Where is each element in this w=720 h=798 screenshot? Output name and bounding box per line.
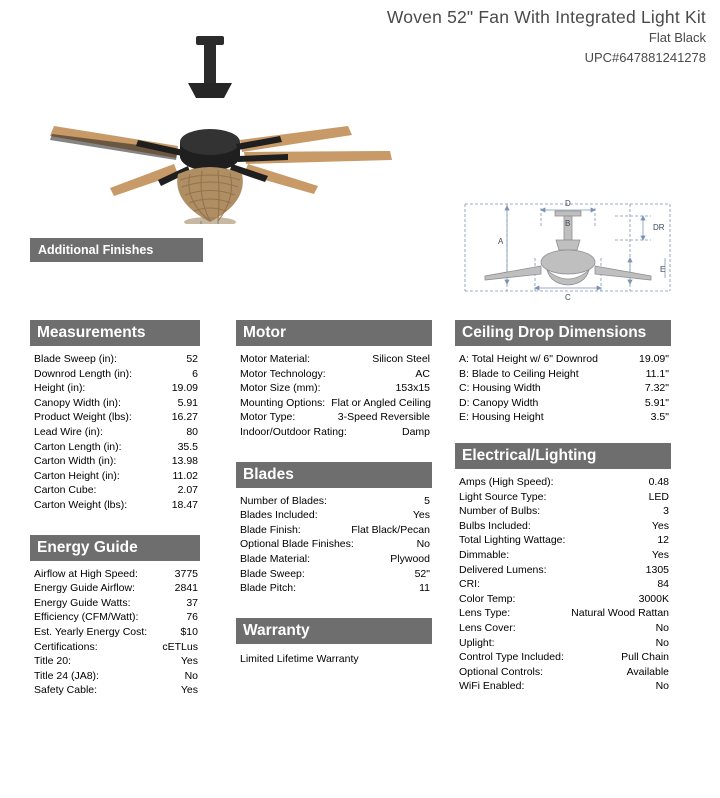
diagram-label-dr: DR: [653, 223, 665, 232]
row-value: 19.09": [638, 353, 669, 365]
row-label: D: Canopy Width: [459, 396, 539, 409]
row-value: No: [655, 680, 669, 693]
row-label: Title 24 (JA8):: [34, 669, 99, 682]
section-electrical: [455, 443, 671, 694]
row-label: Lead Wire (in):: [34, 425, 103, 438]
row-value: 19.09: [171, 382, 198, 395]
table-row: [459, 367, 669, 382]
row-value: 16.27: [171, 411, 198, 424]
table-row: [34, 454, 198, 469]
row-value: AC: [415, 367, 430, 380]
row-label: B: Blade to Ceiling Height: [459, 367, 579, 380]
row-label: Blades Included:: [240, 509, 318, 522]
row-label: Color Temp:: [459, 592, 516, 605]
row-label: Amps (High Speed):: [459, 475, 554, 488]
blades-heading: Blades: [236, 462, 432, 488]
row-value: LED: [648, 490, 669, 503]
table-row: [240, 425, 430, 440]
row-label: Mounting Options:: [240, 396, 326, 409]
row-label: CRI:: [459, 578, 480, 591]
row-value: 3.5": [650, 411, 669, 424]
row-value: No: [416, 538, 430, 551]
row-value: Silicon Steel: [372, 353, 430, 365]
row-value: Damp: [401, 425, 430, 438]
row-value: 5: [424, 494, 430, 507]
table-row: [459, 650, 669, 665]
table-row: [459, 606, 669, 621]
table-row: [34, 683, 198, 698]
row-value: Plywood: [390, 552, 430, 565]
table-row: [34, 381, 198, 396]
table-row: [459, 679, 669, 694]
table-row: [459, 577, 669, 592]
row-value: cETLus: [162, 640, 198, 653]
table-row: [34, 396, 198, 411]
table-row: [34, 567, 198, 582]
table-row: [34, 625, 198, 640]
row-label: Number of Bulbs:: [459, 505, 541, 518]
row-value: 3775: [174, 567, 198, 580]
row-label: Carton Height (in):: [34, 469, 120, 482]
row-value: 13.98: [171, 455, 198, 468]
row-value: 11: [419, 582, 430, 595]
row-value: 84: [657, 578, 669, 591]
table-row: [459, 665, 669, 680]
row-label: Bulbs Included:: [459, 519, 531, 532]
diagram-label-d: D: [565, 199, 571, 208]
row-value: 18.47: [171, 498, 198, 511]
row-value: 7.32": [644, 382, 669, 395]
row-value: Flat or Angled Ceiling: [331, 396, 432, 409]
table-row: [459, 563, 669, 578]
table-row: [34, 640, 198, 655]
row-label: Number of Blades:: [240, 494, 327, 507]
row-label: Delivered Lumens:: [459, 563, 547, 576]
table-row: [240, 581, 430, 596]
row-value: Flat Black/Pecan: [351, 523, 430, 536]
diagram-label-b: B: [565, 219, 571, 228]
row-label: Lens Cover:: [459, 621, 516, 634]
row-label: WiFi Enabled:: [459, 680, 525, 693]
row-value: 52": [414, 567, 430, 580]
table-row: [240, 352, 430, 367]
row-value: 6: [192, 367, 198, 380]
row-label: Energy Guide Airflow:: [34, 582, 135, 595]
row-label: C: Housing Width: [459, 382, 541, 395]
motor-heading: Motor: [236, 320, 432, 346]
table-row: [240, 381, 430, 396]
product-image: [18, 34, 418, 224]
row-label: Indoor/Outdoor Rating:: [240, 425, 347, 438]
row-value: 11.1": [645, 367, 669, 380]
table-row: [34, 669, 198, 684]
row-value: 2841: [174, 582, 198, 595]
warranty-text: Limited Lifetime Warranty: [240, 652, 359, 665]
row-label: Safety Cable:: [34, 684, 98, 697]
row-label: E: Housing Height: [459, 411, 544, 424]
table-row: [459, 352, 669, 367]
row-value: 80: [186, 425, 198, 438]
table-row: [34, 440, 198, 455]
row-value: 76: [186, 611, 198, 624]
row-value: No: [655, 636, 669, 649]
row-value: Pull Chain: [621, 651, 669, 664]
column-left: [30, 320, 200, 698]
section-ceiling-drop: [455, 320, 671, 425]
row-label: Height (in):: [34, 382, 86, 395]
table-row: [34, 654, 198, 669]
section-energy-guide: [30, 535, 200, 698]
row-value: 0.48: [648, 475, 669, 488]
row-value: 5.91": [644, 396, 669, 409]
row-label: Motor Size (mm):: [240, 382, 321, 395]
row-value: 3000K: [638, 592, 669, 605]
column-right: [455, 320, 671, 694]
row-label: Optional Controls:: [459, 665, 544, 678]
row-value: $10: [180, 625, 198, 638]
row-label: Motor Type:: [240, 411, 296, 424]
table-row: [240, 508, 430, 523]
row-label: Title 20:: [34, 655, 71, 668]
measurements-body: [30, 346, 200, 513]
row-label: Carton Cube:: [34, 484, 97, 497]
row-value: Yes: [412, 509, 430, 522]
row-label: Est. Yearly Energy Cost:: [34, 625, 148, 638]
row-value: 2.07: [177, 484, 198, 497]
table-row: [240, 537, 430, 552]
row-value: No: [655, 621, 669, 634]
row-value: 35.5: [177, 440, 198, 453]
table-row: [34, 596, 198, 611]
section-warranty: [236, 618, 432, 667]
additional-finishes-bar: Additional Finishes: [30, 238, 203, 262]
row-label: Blade Sweep:: [240, 567, 305, 580]
row-label: Lens Type:: [459, 607, 511, 620]
row-label: Motor Material:: [240, 353, 311, 365]
table-row: [34, 483, 198, 498]
table-row: [459, 475, 669, 490]
table-row: [240, 410, 430, 425]
row-value: 3: [663, 505, 669, 518]
row-value: 3-Speed Reversible: [337, 411, 430, 424]
table-row: [240, 367, 430, 382]
table-row: [459, 396, 669, 411]
diagram-label-e: E: [660, 265, 666, 274]
table-row: [34, 581, 198, 596]
row-value: Yes: [180, 655, 198, 668]
row-label: Canopy Width (in):: [34, 396, 121, 409]
page-title: Woven 52" Fan With Integrated Light Kit: [386, 7, 706, 27]
row-label: Carton Length (in):: [34, 440, 122, 453]
row-value: Yes: [180, 684, 198, 697]
row-label: Carton Width (in):: [34, 455, 117, 468]
row-label: A: Total Height w/ 6" Downrod: [459, 353, 598, 365]
section-motor: [236, 320, 432, 440]
row-label: Certifications:: [34, 640, 98, 653]
table-row: [240, 396, 430, 411]
product-upc: UPC#647881241278: [584, 50, 706, 65]
row-value: Natural Wood Rattan: [571, 607, 669, 620]
row-label: Light Source Type:: [459, 490, 547, 503]
ceiling-drop-body: [455, 346, 671, 425]
table-row: [459, 533, 669, 548]
table-row: [240, 567, 430, 582]
table-row: [240, 552, 430, 567]
row-label: Airflow at High Speed:: [34, 567, 138, 580]
table-row: [459, 636, 669, 651]
table-row: [34, 410, 198, 425]
row-label: Motor Technology:: [240, 367, 326, 380]
table-row: [34, 352, 198, 367]
table-row: [240, 523, 430, 538]
table-row: [34, 425, 198, 440]
row-value: 11.02: [172, 469, 198, 482]
row-value: 52: [186, 353, 198, 365]
table-row: [34, 610, 198, 625]
table-row: [459, 592, 669, 607]
ceiling-drop-diagram: [455, 196, 680, 311]
diagram-label-a: A: [498, 237, 504, 246]
table-row: [34, 498, 198, 513]
table-row: [459, 548, 669, 563]
row-label: Control Type Included:: [459, 651, 564, 664]
diagram-label-c: C: [565, 293, 571, 302]
row-label: Blade Material:: [240, 552, 311, 565]
motor-body: [236, 346, 432, 440]
section-measurements: [30, 320, 200, 513]
header: [387, 6, 706, 67]
table-row: [34, 367, 198, 382]
table-row: [459, 410, 669, 425]
table-row: [459, 519, 669, 534]
section-blades: [236, 462, 432, 596]
row-label: Carton Weight (lbs):: [34, 498, 128, 511]
table-row: [34, 469, 198, 484]
energy-guide-body: [30, 561, 200, 698]
measurements-heading: Measurements: [30, 320, 200, 346]
energy-guide-heading: Energy Guide: [30, 535, 200, 561]
warranty-heading: Warranty: [236, 618, 432, 644]
row-label: Blade Finish:: [240, 523, 301, 536]
row-label: Dimmable:: [459, 548, 510, 561]
ceiling-drop-heading: Ceiling Drop Dimensions: [455, 320, 671, 346]
electrical-body: [455, 469, 671, 694]
row-value: 12: [657, 534, 669, 547]
row-label: Product Weight (lbs):: [34, 411, 132, 424]
row-label: Total Lighting Wattage:: [459, 534, 566, 547]
table-row: [459, 621, 669, 636]
product-finish: Flat Black: [648, 30, 706, 45]
row-value: Yes: [651, 548, 669, 561]
row-label: Efficiency (CFM/Watt):: [34, 611, 139, 624]
table-row: [459, 381, 669, 396]
row-value: 5.91: [177, 396, 198, 409]
row-label: Optional Blade Finishes:: [240, 538, 354, 551]
table-row: [459, 490, 669, 505]
table-row: [240, 494, 430, 509]
row-label: Blade Pitch:: [240, 582, 297, 595]
row-value: 153x15: [395, 382, 430, 395]
row-label: Uplight:: [459, 636, 495, 649]
blades-body: [236, 488, 432, 596]
row-value: No: [184, 669, 198, 682]
row-label: Blade Sweep (in):: [34, 353, 117, 365]
column-middle: [236, 320, 432, 666]
table-row: [459, 504, 669, 519]
electrical-heading: Electrical/Lighting: [455, 443, 671, 469]
row-label: Energy Guide Watts:: [34, 596, 131, 609]
row-value: 37: [186, 596, 198, 609]
row-value: Available: [626, 665, 669, 678]
row-value: Yes: [651, 519, 669, 532]
row-label: Downrod Length (in):: [34, 367, 133, 380]
row-value: 1305: [645, 563, 669, 576]
